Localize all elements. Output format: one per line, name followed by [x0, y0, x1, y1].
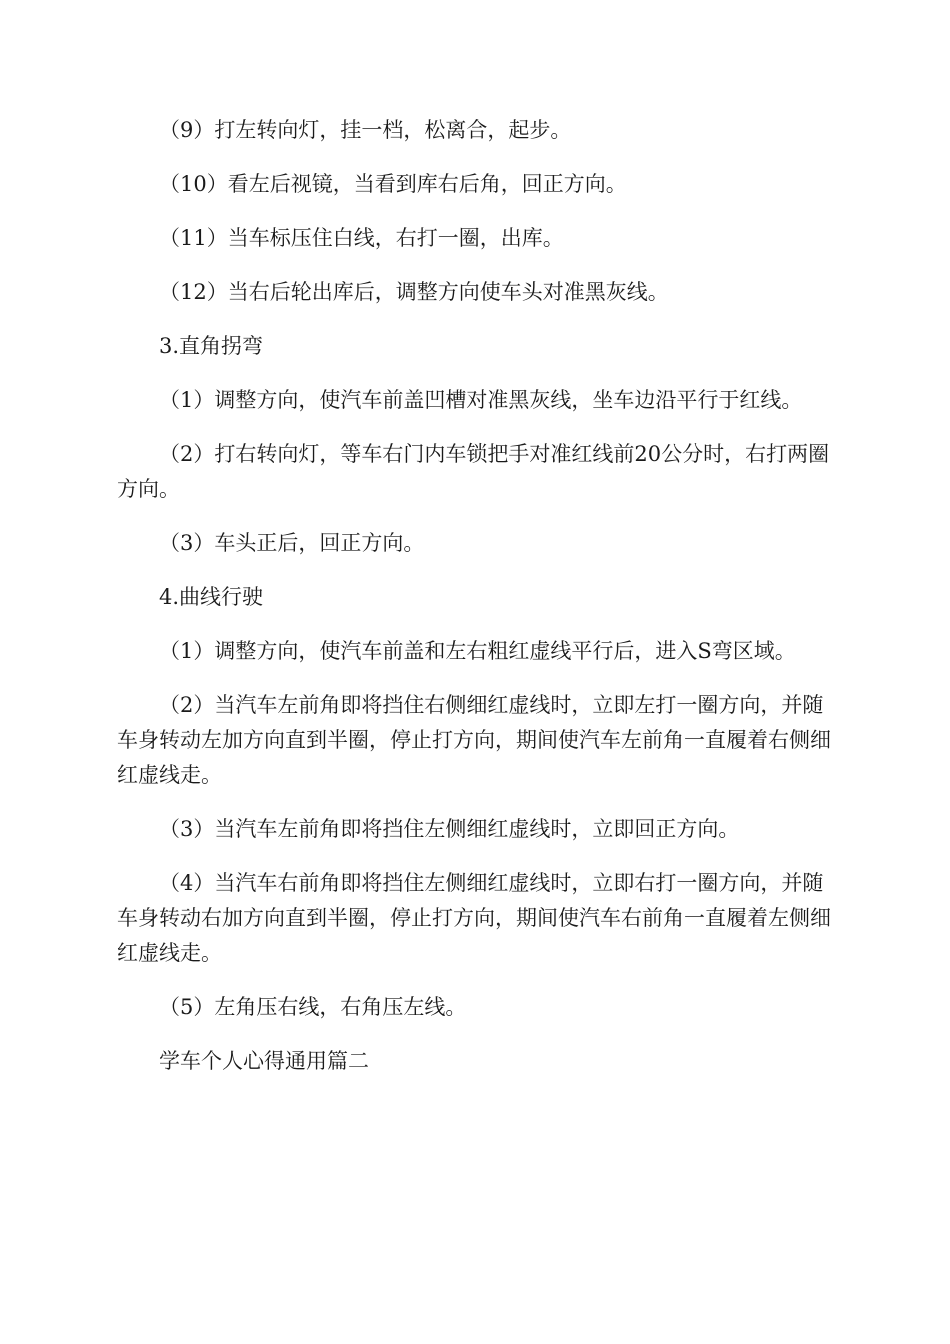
curve-step-3-paragraph: （3）当汽车左前角即将挡住左侧细红虚线时，立即回正方向。: [159, 817, 740, 841]
curve-step-2-paragraph: （2）当汽车左前角即将挡住右侧细红虚线时，立即左打一圈方向，并随车身转动左加方向直到半圈，停止打方向，期间使汽车左前角一直履着右侧细红虚线走。: [117, 693, 831, 787]
document-body: [117, 113, 833, 1079]
curve-step-4-paragraph: （4）当汽车右前角即将挡住左侧细红虚线时，立即右打一圈方向，并随车身转动右加方向直到半圈，停止打方向，期间使汽车右前角一直履着左侧细红虚线走。: [117, 871, 831, 965]
right-angle-step-3-paragraph: （3）车头正后，回正方向。: [159, 531, 425, 555]
step-9-paragraph: （9）打左转向灯，挂一档，松离合，起步。: [159, 118, 572, 142]
section-heading-curve-driving: 4.曲线行驶: [159, 585, 264, 609]
step-12-paragraph: （12）当右后轮出库后，调整方向使车头对准黑灰线。: [159, 280, 669, 304]
right-angle-step-2-paragraph: （2）打右转向灯，等车右门内车锁把手对准红线前20公分时，右打两圈方向。: [117, 442, 830, 501]
step-10-paragraph: （10）看左后视镜，当看到库右后角，回正方向。: [159, 172, 627, 196]
curve-step-5-paragraph: （5）左角压右线，右角压左线。: [159, 995, 467, 1019]
section-heading-right-angle-turn: 3.直角拐弯: [159, 334, 264, 358]
right-angle-step-1-paragraph: （1）调整方向，使汽车前盖凹槽对准黑灰线，坐车边沿平行于红线。: [159, 388, 803, 412]
article-title-part-two: 学车个人心得通用篇二: [159, 1049, 369, 1073]
step-11-paragraph: （11）当车标压住白线，右打一圈，出库。: [159, 226, 564, 250]
curve-step-1-paragraph: （1）调整方向，使汽车前盖和左右粗红虚线平行后，进入S弯区域。: [159, 639, 796, 663]
